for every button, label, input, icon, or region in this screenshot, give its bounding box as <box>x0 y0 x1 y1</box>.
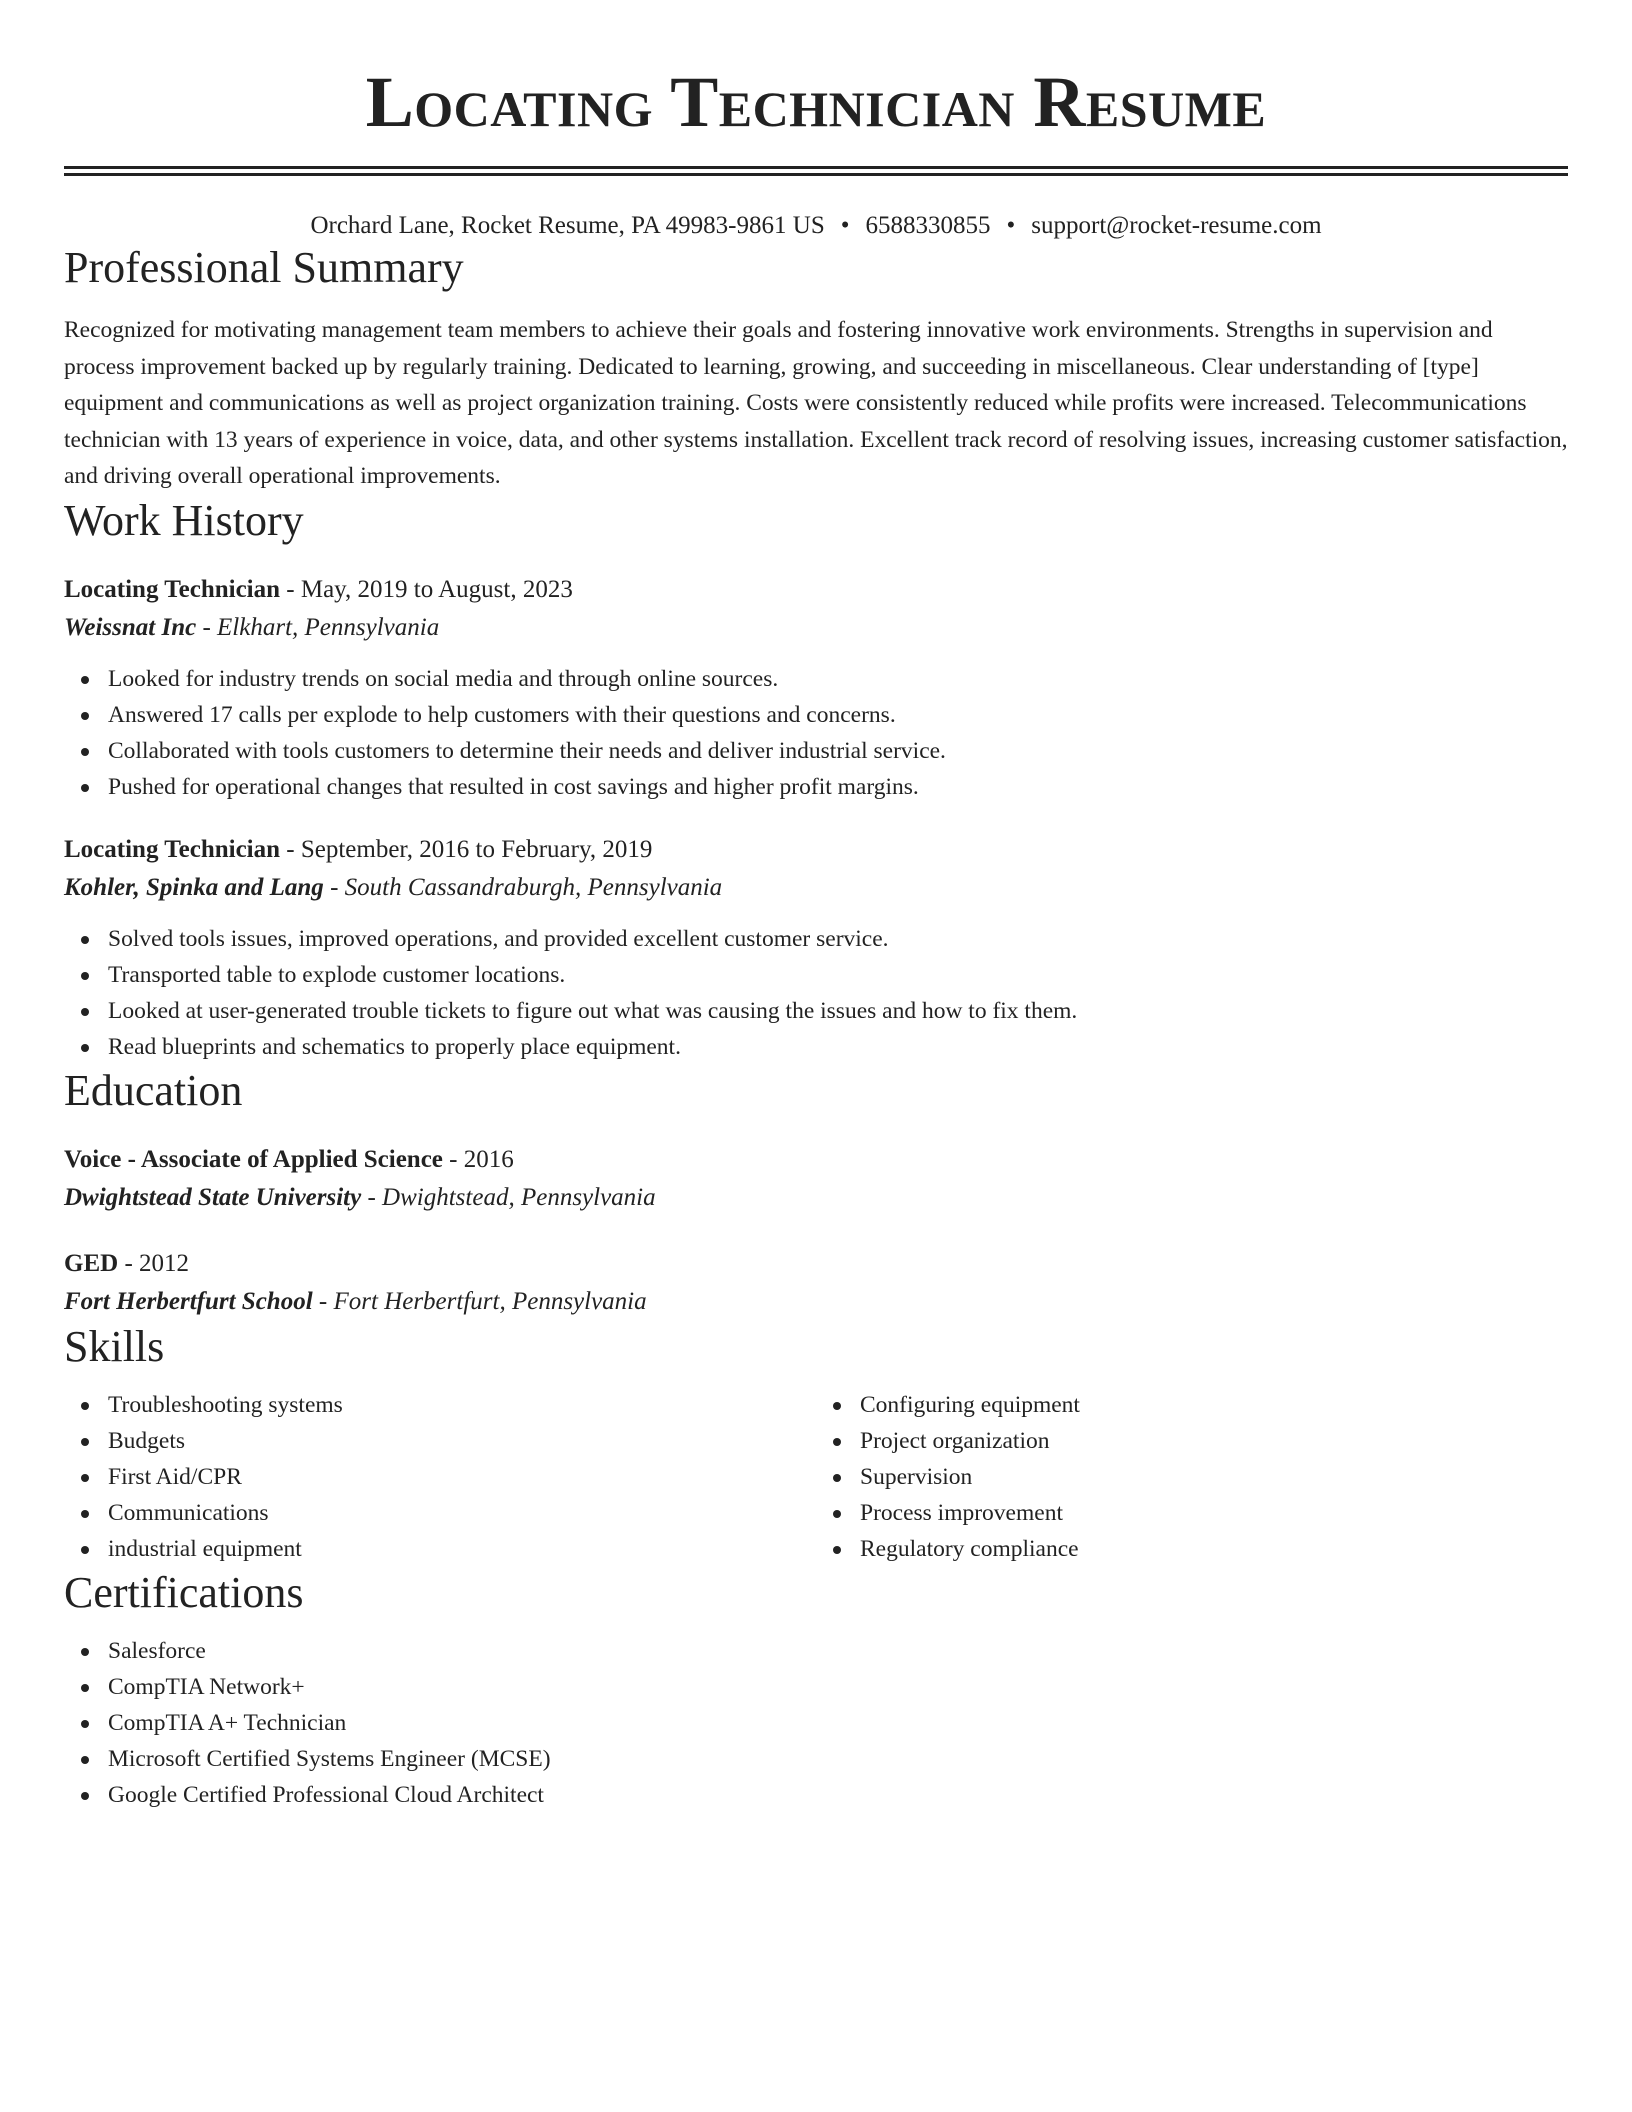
skill-item: Budgets <box>108 1423 816 1459</box>
certification-item: Salesforce <box>108 1633 1568 1669</box>
job-location: - Elkhart, Pennsylvania <box>196 613 440 641</box>
job-bullets <box>64 661 1568 805</box>
certification-item: Microsoft Certified Systems Engineer (MCSE) <box>108 1741 1568 1777</box>
education-degree: GED <box>64 1249 119 1277</box>
resume-title: Locating Technician Resume <box>365 62 1267 142</box>
job-role: Locating Technician <box>64 575 281 603</box>
education-year: - 2012 <box>118 1249 190 1277</box>
skills-column-left <box>64 1387 816 1567</box>
work-history-heading: Work History <box>64 495 304 545</box>
certification-item: Google Certified Professional Cloud Architect <box>108 1777 1568 1813</box>
skill-item: Configuring equipment <box>860 1387 1568 1423</box>
contact-separator: • <box>840 212 850 239</box>
contact-separator: • <box>1006 212 1016 239</box>
education-school: Fort Herbertfurt School <box>64 1287 313 1315</box>
education-location: - Dwightstead, Pennsylvania <box>361 1183 656 1211</box>
job-location: - South Cassandraburgh, Pennsylvania <box>323 873 723 901</box>
skill-item: First Aid/CPR <box>108 1459 816 1495</box>
summary-text: Recognized for motivating management team members to achieve their goals and fostering innovative work environments. Strengths in supervision and process improvement backed up by regularly training. Dedicated to learning, growing, and succeeding in miscellaneous. Clear understanding of [type] equipment and communications as well as project organization training. Costs were consistently reduced while profits were increased. Telecommunications technician with 13 years of experience in voice, data, and other systems installation. Excellent track record of resolving issues, increasing customer satisfaction, and driving overall operational improvements. <box>64 317 1568 489</box>
job-entry <box>64 831 1568 1065</box>
skill-item: Troubleshooting systems <box>108 1387 816 1423</box>
skill-item: Supervision <box>860 1459 1568 1495</box>
skills-column-right <box>816 1387 1568 1567</box>
skill-item: Process improvement <box>860 1495 1568 1531</box>
skill-item: Regulatory compliance <box>860 1531 1568 1567</box>
job-bullets <box>64 921 1568 1065</box>
job-company: Kohler, Spinka and Lang <box>64 873 324 901</box>
skill-item: Communications <box>108 1495 816 1531</box>
contact-email: support@rocket-resume.com <box>1031 212 1322 239</box>
education-entry <box>64 1141 1568 1217</box>
education-degree-line <box>64 1245 1568 1283</box>
job-bullet: Collaborated with tools customers to determine their needs and deliver industrial service. <box>108 733 1568 769</box>
skills-grid <box>64 1387 1568 1567</box>
certification-item: CompTIA A+ Technician <box>108 1705 1568 1741</box>
certifications-list <box>64 1633 1568 1813</box>
job-title-line <box>64 831 1568 869</box>
education-heading: Education <box>64 1065 243 1115</box>
job-company-line <box>64 869 1568 907</box>
job-company: Weissnat Inc <box>64 613 197 641</box>
education-school-line <box>64 1179 1568 1217</box>
certifications-heading: Certifications <box>64 1567 304 1617</box>
job-bullet: Pushed for operational changes that resulted in cost savings and higher profit margins. <box>108 769 1568 805</box>
education-school: Dwightstead State University <box>64 1183 362 1211</box>
contact-phone: 6588330855 <box>865 212 991 239</box>
skill-item: Project organization <box>860 1423 1568 1459</box>
job-dates: - September, 2016 to February, 2019 <box>280 835 653 863</box>
certification-item: CompTIA Network+ <box>108 1669 1568 1705</box>
job-entry <box>64 571 1568 805</box>
summary-heading: Professional Summary <box>64 243 464 292</box>
education-year: - 2016 <box>442 1145 514 1173</box>
education-degree: Voice - Associate of Applied Science <box>64 1145 443 1173</box>
job-title-line <box>64 571 1568 609</box>
contact-address: Orchard Lane, Rocket Resume, PA 49983-9861 US <box>310 212 825 239</box>
job-company-line <box>64 609 1568 647</box>
job-bullet: Transported table to explode customer locations. <box>108 957 1568 993</box>
skills-heading: Skills <box>64 1321 165 1371</box>
education-school-line <box>64 1283 1568 1321</box>
job-bullet: Looked for industry trends on social media and through online sources. <box>108 661 1568 697</box>
job-bullet: Solved tools issues, improved operations, and provided excellent customer service. <box>108 921 1568 957</box>
education-degree-line <box>64 1141 1568 1179</box>
contact-line <box>64 210 1568 242</box>
job-bullet: Answered 17 calls per explode to help customers with their questions and concerns. <box>108 697 1568 733</box>
job-dates: - May, 2019 to August, 2023 <box>280 575 573 603</box>
job-role: Locating Technician <box>64 835 281 863</box>
education-location: - Fort Herbertfurt, Pennsylvania <box>312 1287 647 1315</box>
job-bullet: Read blueprints and schematics to properly place equipment. <box>108 1029 1568 1065</box>
skill-item: industrial equipment <box>108 1531 816 1567</box>
education-entry <box>64 1245 1568 1321</box>
job-bullet: Looked at user-generated trouble tickets to figure out what was causing the issues and how to fix them. <box>108 993 1568 1029</box>
title-double-rule <box>64 166 1568 176</box>
